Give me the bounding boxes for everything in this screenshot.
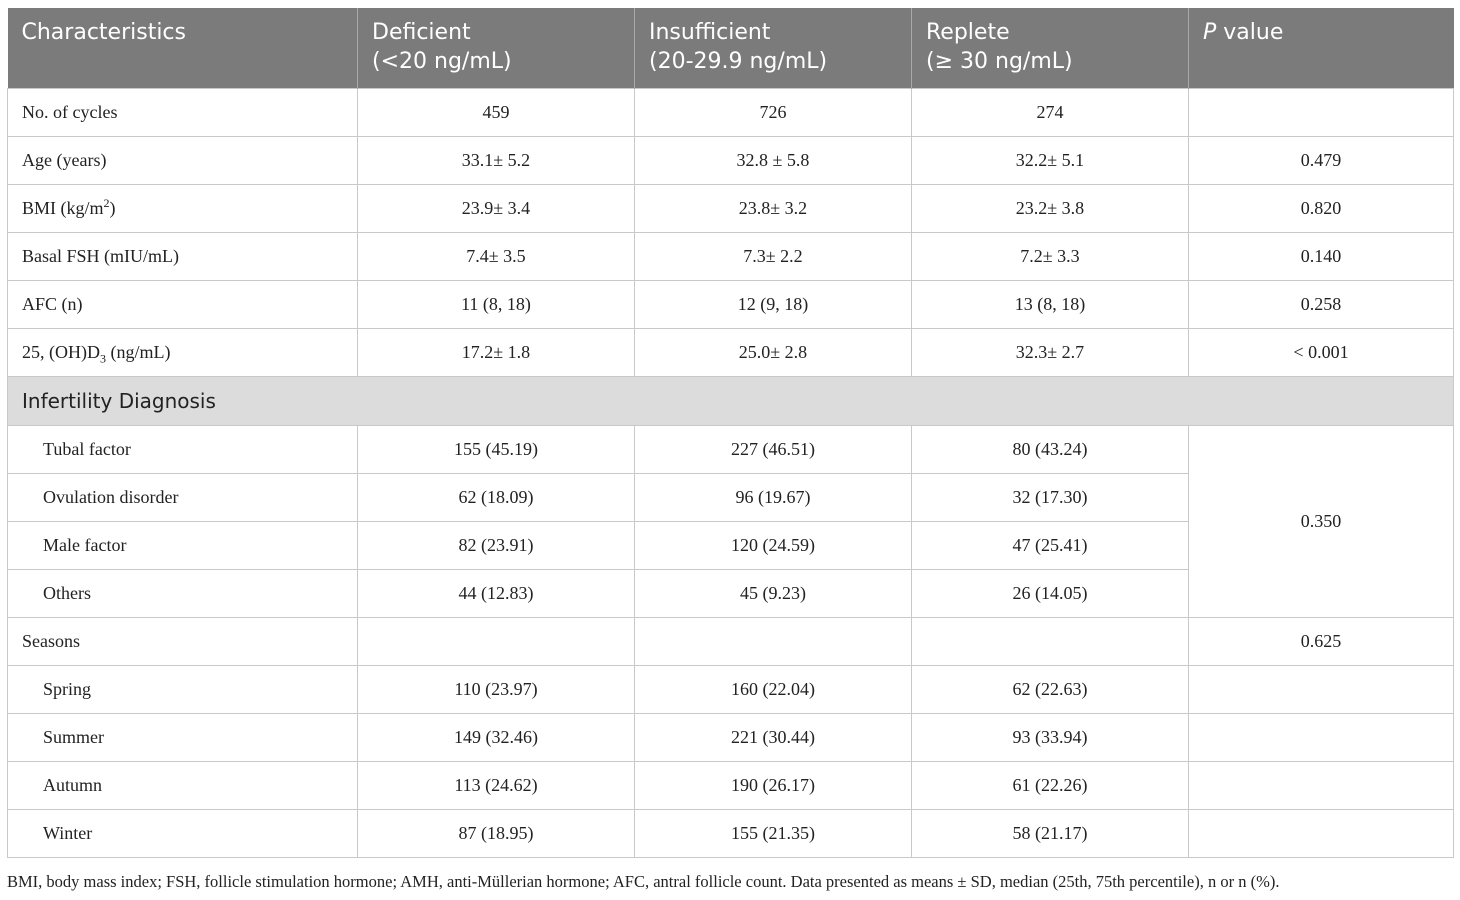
header-replete: Replete (≥ 30 ng/mL)	[912, 8, 1189, 89]
table-container	[7, 8, 1453, 858]
cell-replete: 32.3± 2.7	[912, 329, 1189, 377]
row-label: Age (years)	[8, 137, 358, 185]
cell-p-value	[1189, 89, 1454, 137]
cell-deficient: 459	[358, 89, 635, 137]
row-label: Basal FSH (mIU/mL)	[8, 233, 358, 281]
cell-deficient: 149 (32.46)	[358, 714, 635, 762]
cell-insufficient: 221 (30.44)	[635, 714, 912, 762]
table-row	[8, 810, 1454, 858]
cell-p-value	[1189, 810, 1454, 858]
cell-insufficient: 32.8 ± 5.8	[635, 137, 912, 185]
section-infertility-diagnosis: Infertility Diagnosis	[8, 377, 1454, 426]
cell-insufficient: 227 (46.51)	[635, 426, 912, 474]
row-label: Male factor	[8, 522, 358, 570]
table-row	[8, 762, 1454, 810]
cell-replete: 80 (43.24)	[912, 426, 1189, 474]
row-label: Seasons	[8, 618, 358, 666]
row-label: Winter	[8, 810, 358, 858]
cell-replete: 13 (8, 18)	[912, 281, 1189, 329]
row-label: Autumn	[8, 762, 358, 810]
cell-insufficient: 160 (22.04)	[635, 666, 912, 714]
cell-insufficient: 45 (9.23)	[635, 570, 912, 618]
cell-deficient: 33.1± 5.2	[358, 137, 635, 185]
table-row	[8, 714, 1454, 762]
table-row	[8, 185, 1454, 233]
cell-p-value: 0.140	[1189, 233, 1454, 281]
cell-deficient: 82 (23.91)	[358, 522, 635, 570]
table-row	[8, 233, 1454, 281]
cell-p-value: 0.350	[1189, 426, 1454, 618]
cell-replete: 47 (25.41)	[912, 522, 1189, 570]
row-label: BMI $(kg/m^2)$	[8, 185, 358, 233]
characteristics-table	[7, 8, 1454, 858]
cell-insufficient: 155 (21.35)	[635, 810, 912, 858]
cell-p-value	[1189, 666, 1454, 714]
cell-deficient	[358, 618, 635, 666]
cell-replete: 93 (33.94)	[912, 714, 1189, 762]
cell-insufficient: 120 (24.59)	[635, 522, 912, 570]
table-row	[8, 137, 1454, 185]
cell-insufficient: 23.8± 3.2	[635, 185, 912, 233]
cell-insufficient: 12 (9, 18)	[635, 281, 912, 329]
cell-replete: 58 (21.17)	[912, 810, 1189, 858]
row-label: Others	[8, 570, 358, 618]
cell-replete: 61 (22.26)	[912, 762, 1189, 810]
table-row	[8, 281, 1454, 329]
cell-deficient: 7.4± 3.5	[358, 233, 635, 281]
header-deficient: Deficient (<20 ng/mL)	[358, 8, 635, 89]
cell-replete: 274	[912, 89, 1189, 137]
cell-insufficient: 190 (26.17)	[635, 762, 912, 810]
cell-p-value	[1189, 714, 1454, 762]
table-row	[8, 89, 1454, 137]
row-label: Tubal factor	[8, 426, 358, 474]
cell-p-value: 0.625	[1189, 618, 1454, 666]
cell-p-value	[1189, 762, 1454, 810]
cell-deficient: 113 (24.62)	[358, 762, 635, 810]
cell-replete: 32.2± 5.1	[912, 137, 1189, 185]
cell-replete: 23.2± 3.8	[912, 185, 1189, 233]
cell-p-value: < 0.001	[1189, 329, 1454, 377]
cell-insufficient: 726	[635, 89, 912, 137]
cell-p-value: 0.820	[1189, 185, 1454, 233]
cell-replete: 32 (17.30)	[912, 474, 1189, 522]
row-label: No. of cycles	[8, 89, 358, 137]
cell-insufficient: 7.3± 2.2	[635, 233, 912, 281]
row-label: Ovulation disorder	[8, 474, 358, 522]
header-p-value: P value	[1189, 8, 1454, 89]
cell-deficient: 23.9± 3.4	[358, 185, 635, 233]
table-footnote: BMI, body mass index; FSH, follicle stimulation hormone; AMH, anti-Müllerian hormone; AFC, antral follicle count. Data presented as means ± SD, median (25th, 75th percentile), n or n (%).	[7, 872, 1280, 891]
cell-replete: 26 (14.05)	[912, 570, 1189, 618]
header-insufficient: Insufficient (20-29.9 ng/mL)	[635, 8, 912, 89]
cell-replete: 7.2± 3.3	[912, 233, 1189, 281]
cell-deficient: 87 (18.95)	[358, 810, 635, 858]
table-row	[8, 618, 1454, 666]
cell-replete	[912, 618, 1189, 666]
cell-replete: 62 (22.63)	[912, 666, 1189, 714]
cell-insufficient: 25.0± 2.8	[635, 329, 912, 377]
row-label: AFC (n)	[8, 281, 358, 329]
row-label: Spring	[8, 666, 358, 714]
header-row	[8, 8, 1454, 89]
cell-insufficient	[635, 618, 912, 666]
row-label: 25, $(OH)D_3$ (ng/mL)	[8, 329, 358, 377]
table-row	[8, 426, 1454, 474]
cell-deficient: 155 (45.19)	[358, 426, 635, 474]
row-label: Summer	[8, 714, 358, 762]
cell-deficient: 110 (23.97)	[358, 666, 635, 714]
cell-p-value: 0.479	[1189, 137, 1454, 185]
section-header-row	[8, 377, 1454, 426]
header-characteristics: Characteristics	[8, 8, 358, 89]
cell-deficient: 11 (8, 18)	[358, 281, 635, 329]
table-row	[8, 329, 1454, 377]
cell-deficient: 17.2± 1.8	[358, 329, 635, 377]
cell-insufficient: 96 (19.67)	[635, 474, 912, 522]
table-row	[8, 666, 1454, 714]
cell-p-value: 0.258	[1189, 281, 1454, 329]
cell-deficient: 44 (12.83)	[358, 570, 635, 618]
cell-deficient: 62 (18.09)	[358, 474, 635, 522]
